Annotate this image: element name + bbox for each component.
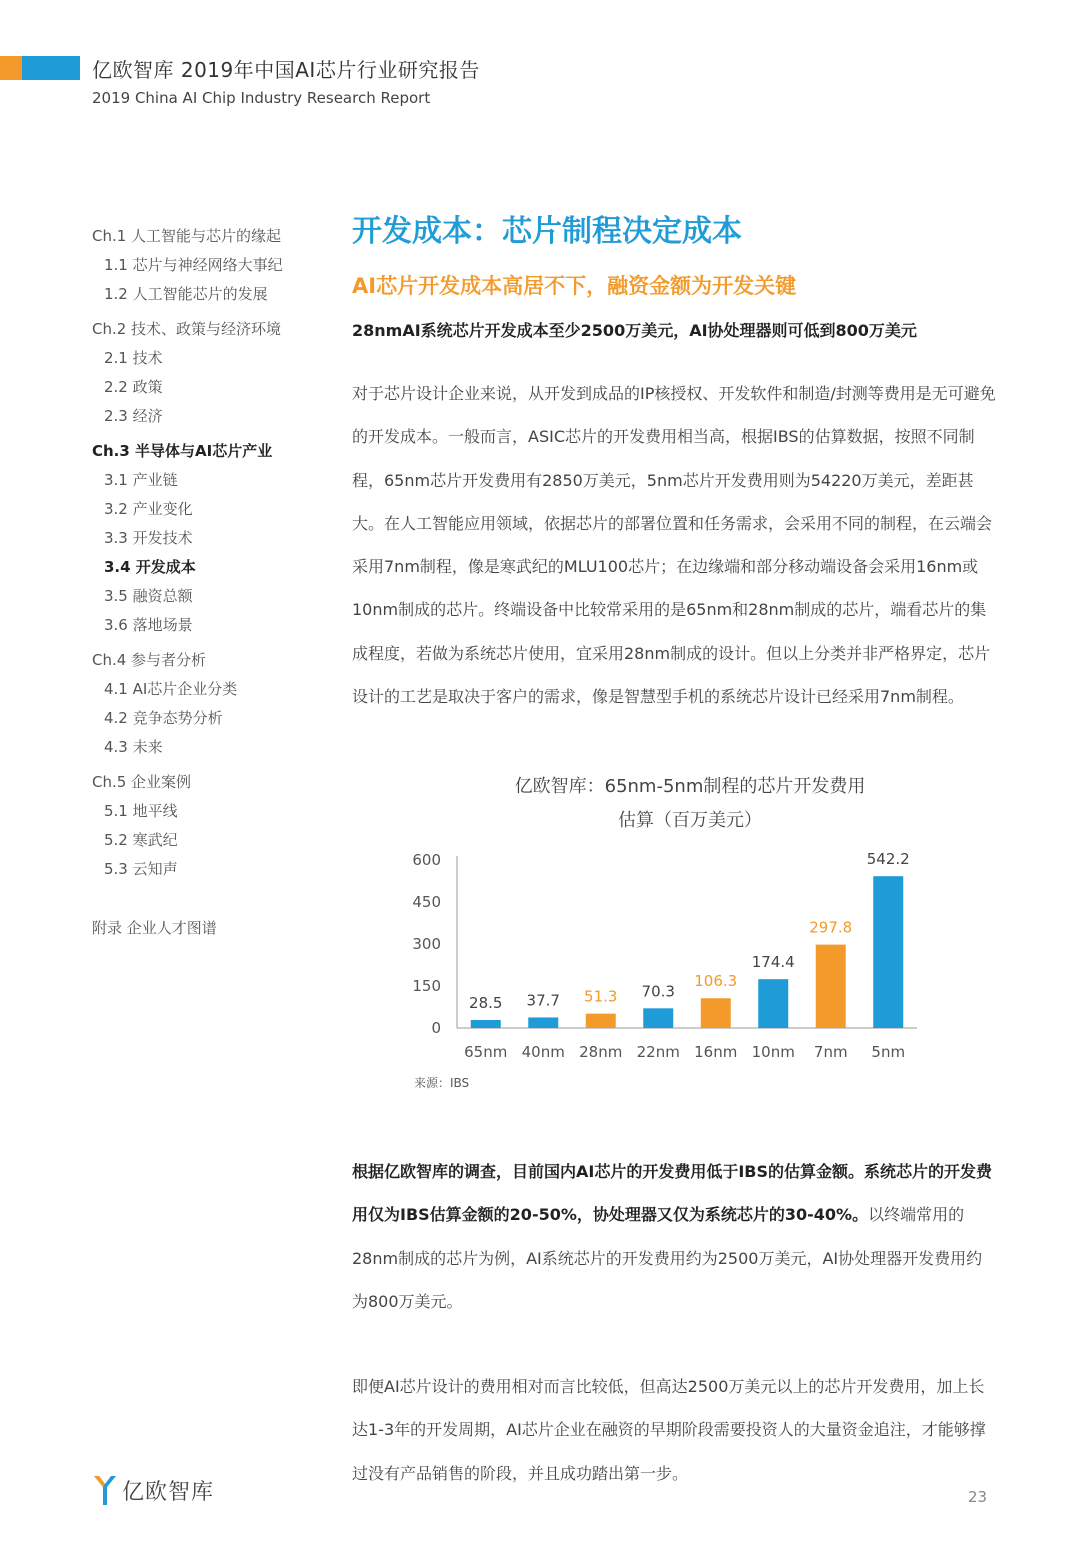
y-tick-label: 300 [412,935,441,953]
header-accent-orange [0,56,22,80]
toc-item[interactable]: 3.3 开发技术 [104,529,193,547]
data-label: 542.2 [866,850,910,869]
chart-title-line-2: 估算（百万美元） [618,810,762,831]
data-label: 174.4 [751,953,795,972]
toc-item[interactable]: 2.1 技术 [104,349,163,367]
x-tick-label: 65nm [464,1043,508,1061]
toc-item[interactable]: 5.3 云知声 [104,860,178,878]
toc-item[interactable]: 3.2 产业变化 [104,500,193,518]
body-paragraph-2-bold: 根据亿欧智库的调查，目前国内AI芯片的开发费用低于IBS的估算金额。系统芯片的开发费用仅为IBS估算金额的20-50%，协处理器又仅为系统芯片的30-40%。 [352,1162,993,1225]
bar-28nm [586,1014,616,1028]
toc-item[interactable]: 5.2 寒武纪 [104,831,178,849]
toc-item[interactable]: 1.1 芯片与神经网络大事纪 [104,256,283,274]
body-paragraph-3: 即便AI芯片设计的费用相对而言比较低，但高达2500万美元以上的芯片开发费用，加上长达1-3年的开发周期，AI芯片企业在融资的早期阶段需要投资人的大量资金追注，才能够撑过没有产品销售的阶段，并且成功踏出第一步。 [352,1377,986,1483]
x-tick-label: 16nm [694,1043,738,1061]
toc-item[interactable]: 3.1 产业链 [104,471,178,489]
toc-item[interactable]: 4.3 未来 [104,738,163,756]
chart-source: 来源：IBS [414,1076,470,1090]
highlight-line: 28nmAI系统芯片开发成本至少2500万美元，AI协处理器则可低到800万美元 [352,321,917,340]
body-paragraph-1: 对于芯片设计企业来说，从开发到成品的IP核授权、开发软件和制造/封测等费用是无可避免的开发成本。一般而言，ASIC芯片的开发费用相当高，根据IBS的估算数据，按照不同制程，65nm芯片开发费用有2850万美元，5nm芯片开发费用则为54220万美元，差距甚大。在人工智能应用领域，依据芯片的部署位置和任务需求，会采用不同的制程，在云端会采用7nm制程，像是寒武纪的MLU100芯片；在边缘端和部分移动端设备会采用16nm或10nm制成的芯片。终端设备中比较常采用的是65nm和28nm制成的芯片，端看芯片的集成程度，若做为系统芯片使用，宜采用28nm制成的设计。但以上分类并非严格界定，芯片设计的工艺是取决于客户的需求，像是智慧型手机的系统芯片设计已经采用7nm制程。 [352,384,996,707]
toc-item[interactable]: 4.1 AI芯片企业分类 [104,680,238,698]
y-tick-label: 150 [412,977,441,995]
bar-5nm [873,876,903,1028]
bar-16nm [701,998,731,1028]
bar-10nm [758,979,788,1028]
page-title: 开发成本：芯片制程决定成本 [352,214,742,249]
x-tick-label: 7nm [813,1043,848,1061]
toc-item[interactable]: 3.5 融资总额 [104,587,193,605]
toc-item[interactable]: Ch.1 人工智能与芯片的缘起 [92,227,282,245]
section-subtitle: AI芯片开发成本高居不下，融资金额为开发关键 [352,274,797,298]
x-tick-label: 10nm [751,1043,795,1061]
toc-item[interactable]: Ch.4 参与者分析 [92,651,207,669]
toc-item[interactable]: Ch.2 技术、政策与经济环境 [92,320,282,338]
y-tick-label: 600 [412,851,441,869]
y-tick-label: 0 [431,1019,441,1037]
x-tick-label: 40nm [521,1043,565,1061]
body-paragraph-2 [352,1150,997,1323]
data-label: 106.3 [694,972,738,991]
bar-40nm [528,1017,558,1028]
toc-item[interactable]: Ch.5 企业案例 [92,773,192,791]
data-label: 70.3 [641,982,675,1001]
bar-7nm [816,945,846,1028]
y-tick-label: 450 [412,893,441,911]
toc-item[interactable]: 4.2 竞争态势分析 [104,709,223,727]
report-subtitle: 2019 China AI Chip Industry Research Report [92,89,431,107]
data-label: 51.3 [584,987,618,1006]
data-label: 297.8 [809,918,853,937]
body-paragraph-2-rest: 以终端常用的28nm制成的芯片为例，AI系统芯片的开发费用约为2500万美元，AI协处理器开发费用约为800万美元。 [352,1205,983,1311]
toc-item[interactable]: 附录 企业人才图谱 [92,919,217,937]
table-of-contents [92,218,332,945]
logo-text: 亿欧智库 [122,1479,215,1505]
toc-item[interactable]: 1.2 人工智能芯片的发展 [104,285,268,303]
footer-logo [92,1470,214,1510]
page-number: 23 [968,1488,988,1506]
x-tick-label: 22nm [636,1043,680,1061]
data-label: 37.7 [526,991,560,1010]
yiou-logo-icon [92,1473,118,1507]
toc-item[interactable]: 3.4 开发成本 [104,558,196,576]
toc-item[interactable]: Ch.3 半导体与AI芯片产业 [92,442,273,460]
report-title: 亿欧智库 2019年中国AI芯片行业研究报告 [92,58,480,82]
toc-item[interactable]: 3.6 落地场景 [104,616,193,634]
bar-22nm [643,1008,673,1028]
data-label: 28.5 [469,994,503,1013]
chart-title-line-1: 亿欧智库：65nm-5nm制程的芯片开发费用 [514,776,866,797]
toc-item[interactable]: 2.2 政策 [104,378,163,396]
x-tick-label: 5nm [871,1043,906,1061]
toc-item[interactable]: 2.3 经济 [104,407,163,425]
cost-bar-chart [400,840,940,1070]
bar-65nm [471,1020,501,1028]
x-tick-label: 28nm [579,1043,623,1061]
header-accent-blue [22,56,80,80]
toc-item[interactable]: 5.1 地平线 [104,802,178,820]
